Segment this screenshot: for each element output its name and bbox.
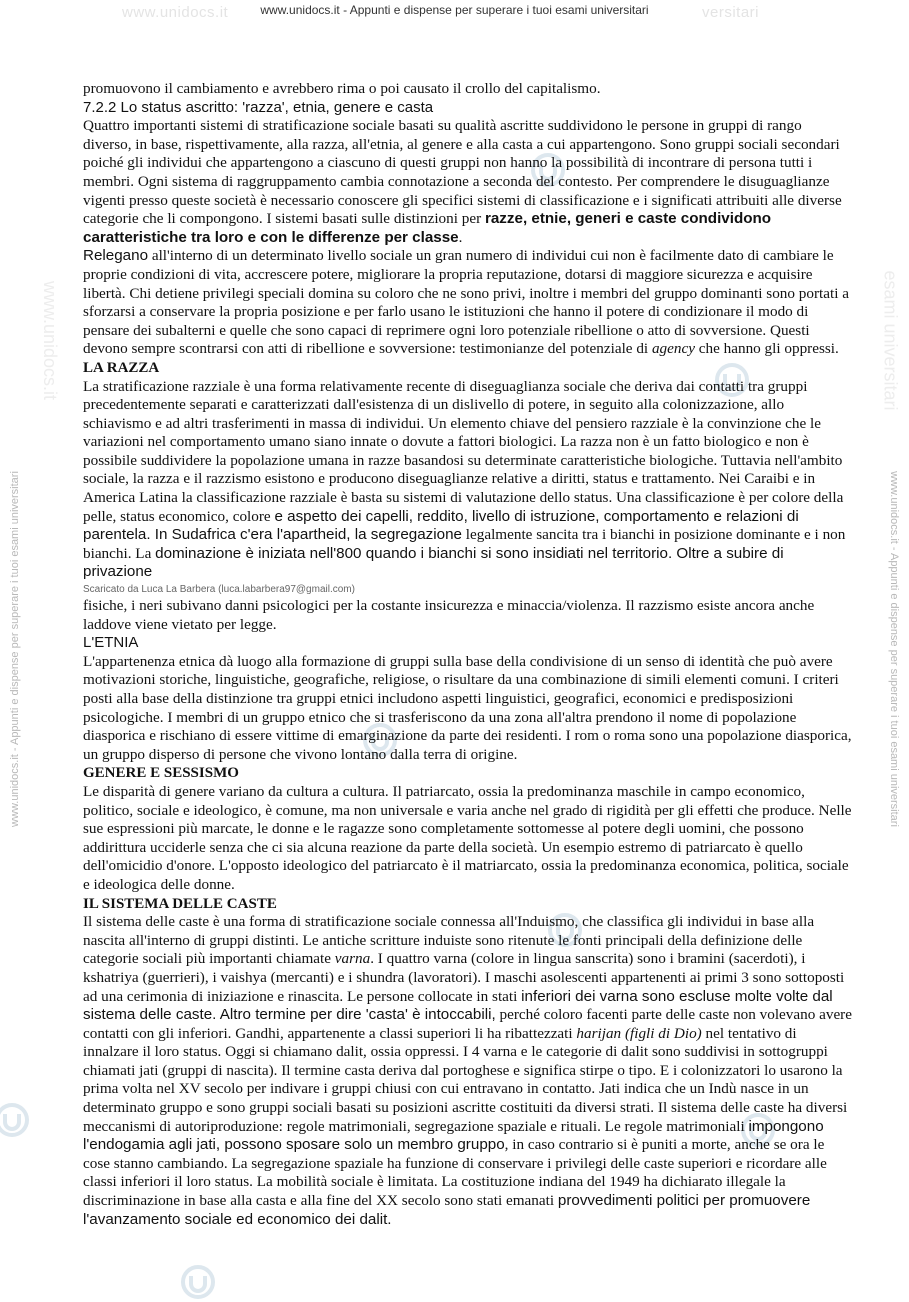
faded-side-watermark-right: esami universitari <box>880 270 901 411</box>
paragraph: Quattro importanti sistemi di stratificazione sociale basati su qualità ascritte suddividono le persone in gruppi di rango diverso, in base, rispettivamente, alla razza, all'etnia, al genere e alla casta a cui appartengono. Sono gruppi sociali secondari poiché gli individui che appartengono a ciascuno di questi gruppi non hanno la possibilità di incontrare di persona tutti i membri. Ogni sistema di raggruppamento cambia connotazione a seconda del contesto. Per comprendere le disuguaglianze vigenti presso queste società è necessario conoscere gli specifici sistemi di classificazione e i significati attribuiti alle diverse categorie che li compongono. I sistemi basati sulle distinzioni per razze, etnie, generi e caste condividono caratteristiche tra loro e con le differenze per classe. <box>83 117 842 246</box>
italic-term: harijan (figli di Dio) <box>576 1024 702 1042</box>
faded-side-watermark-left: www.unidocs.it <box>40 280 61 401</box>
side-watermark-right: www.unidocs.it - Appunti e dispense per superare i tuoi esami universitari <box>888 471 900 827</box>
unidocs-logo-icon <box>178 1262 218 1302</box>
document-body <box>83 80 853 1229</box>
heading-razza: LA RAZZA <box>83 359 160 376</box>
paragraph: L'appartenenza etnica dà luogo alla formazione di gruppi sulla base della condivisione di un senso di identità che può avere motivazioni storiche, linguistiche, geografiche, religiose, o risultare da una combinazione di simili elementi comuni. I criteri posti alla base della distinzione tra gruppi etnici includono aspetti linguistici, geografici, economici e predisposizioni psicologiche. I membri di un gruppo etnico che si trasferiscono da una zona all'altra prendono il nome di popolazione diasporica e rischiano di essere vittime di emarginazione da parte dei residenti. I rom o roma sono una popolazione diasporica, un gruppo disperso di persone che vivono lontano dalla terra di origine. <box>83 652 852 763</box>
italic-term: agency <box>651 340 695 358</box>
paragraph: Relegano all'interno di un determinato livello sociale un gran numero di individui cui non è facilmente dato di cambiare le proprie condizioni di vita, accrescere potere, migliorare la propria reputazione, dotarsi di maggiore sicurezza e acquisire libertà. Chi detiene privilegi speciali domina su coloro che ne sono privi, inoltre i membri del gruppo dominanti sono portati a sforzarsi a conservare la propria posizione e per farlo usano le istituzioni che hanno il potere di condizionare il modo di pensare dei subalterni e quelle che sono capaci di reprimere ogni loro potenziale ribellione o atto di sovversione. Questi devono sempre scontrarsi con atti di ribellione e sovversione: testimonianze del potenziale di agency che hanno gli oppressi. <box>83 247 849 358</box>
unidocs-logo-icon <box>0 1100 32 1140</box>
side-watermark-left: www.unidocs.it - Appunti e dispense per superare i tuoi esami universitari <box>9 471 21 827</box>
paragraph: La stratificazione razziale è una forma relativamente recente di diseguaglianza sociale che deriva dai contatti tra gruppi precedentemente separati e caratterizzati dall'esistenza di un dislivello di potere, in seguito alla colonizzazione, allo schiavismo e ad altri trasferimenti in massa di individui. Un elemento chiave del pensiero razziale è la convinzione che le variazioni nel comportamento umano siano innate o dovute a fattori biologici. La razza non è un fatto biologico e non è possibile suddividere la popolazione umana in razze basandosi su determinate caratteristiche biologiche. Tuttavia nell'ambito sociale, la razza e il razzismo esistono e producono diseguaglianze relative a diritti, status e trattamento. Nei Caraibi e in America Latina la classificazione razziale è basta su sistemi di valutazione dello status. Una classificazione è per colore della pelle, status economico, colore e aspetto dei capelli, reddito, livello di istruzione, comportamento e relazioni di parentela. In Sudafrica c'era l'apartheid, la segregazione legalmente sancita tra i bianchi in posizione dominante e i non bianchi. La dominazione è iniziata nell'800 quando i bianchi si sono insidiati nel territorio. Oltre a subire di privazione <box>83 377 846 581</box>
paragraph: Il sistema delle caste è una forma di stratificazione sociale connessa all'Induismo, che classifica gli individui in base alla nascita all'interno di gruppi distinti. Le antiche scritture induiste sono ritenute le fonti principali della definizione delle categorie sociali più importanti chiamate varna. I quattro varna (colore in lingua sanscrita) sono i bramini (sacerdoti), i kshatriya (guerrieri), i vaishya (mercanti) e i shundra (lavoratori). I maschi asolescenti appartenenti ai primi 3 sono sottoposti ad una cerimonia di iniziazione e rinascita. Le persone collocate in stati inferiori dei varna sono escluse molte volte dal sistema delle caste. Altro termine per dire 'casta' è intoccabili, perché coloro facenti parte delle caste non volevano avere contatti con gli inferiori. Gandhi, appartenente a classi superiori li ha ribattezzati harijan (figli di Dio) nel tentativo di innalzare il loro status. Oggi si chiamano dalit, ossia oppressi. I 4 varna e le categorie di dalit sono suddivisi in sottogruppi chiamati jati (gruppi di nascita). Il termine casta deriva dal portoghese e significa stirpe o tipo. E i colonizzatori lo usarono la prima volta nel XV secolo per indivare i gruppi chiusi con cui entravano in contatto. Jati indica che un Indù nasce in un determinato gruppo e sono gruppi sociali basati su posizioni ascritte costituiti da diversi strati. Il sistema delle caste ha diversi meccanismi di autoriproduzione: regole matrimoniali, segregazione spaziale e rituali. Le regole matrimoniali impongono l'endogamia agli jati, possono sposare solo un membro gruppo, in caso contrario si è puniti a morte, anche se ora le cose stanno cambiando. La segregazione spaziale ha funzione di conservare i privilegi delle caste superiori e ricordare alle classi inferiori il loro status. La mobilità sociale è limitata. La costituzione indiana del 1949 ha dichiarato illegale la discriminazione in base alla casta e alla fine del XX secolo sono stati emanati provvedimenti politici per promuovere l'avanzamento sociale ed economico dei dalit. <box>83 913 852 1228</box>
paragraph: fisiche, i neri subivano danni psicologici per la costante insicurezza e minaccia/violenza. Il razzismo esiste ancora anche laddove viene vietato per legge. <box>83 597 815 633</box>
paragraph: promuovono il cambiamento e avrebbero rima o poi causato il crollo del capitalismo. <box>83 80 601 97</box>
heading-etnia: L'ETNIA <box>83 634 139 652</box>
faded-watermark-left: www.unidocs.it <box>122 4 229 21</box>
paragraph: Le disparità di genere variano da cultura a cultura. Il patriarcato, ossia la predominanza maschile in campo economico, politico, sociale e ideologico, è comune, ma non universale e varia anche nel grado di rigidità per gli effetti che produce. Nelle sue espressioni più marcate, le donne e le ragazze sono completamente sottomesse al potere degli uomini, che possono addirittura ucciderle senza che ci sia alcuna reazione da parte della società. Un esempio estremo di patriarcato è quello dell'omicidio d'onore. L'opposto ideologico del patriarcato è il matriarcato, ossia la predominanza economica, politica, sociale e ideologica delle donne. <box>83 782 852 893</box>
section-subtitle: 7.2.2 Lo status ascritto: 'razza', etnia, genere e casta <box>83 98 434 116</box>
heading-genere: GENERE E SESSISMO <box>83 765 239 782</box>
header-watermark: www.unidocs.it - Appunti e dispense per superare i tuoi esami universitari <box>260 3 649 17</box>
bold-phrase: razze, etnie, generi e caste condividono caratteristiche tra loro e con le differenze per classe <box>83 210 772 246</box>
faded-watermark-right: versitari <box>702 4 760 21</box>
download-note: Scaricato da Luca La Barbera (luca.labarbera97@gmail.com) <box>83 584 355 596</box>
italic-term: varna <box>334 950 371 968</box>
heading-caste: IL SISTEMA DELLE CASTE <box>83 895 277 912</box>
